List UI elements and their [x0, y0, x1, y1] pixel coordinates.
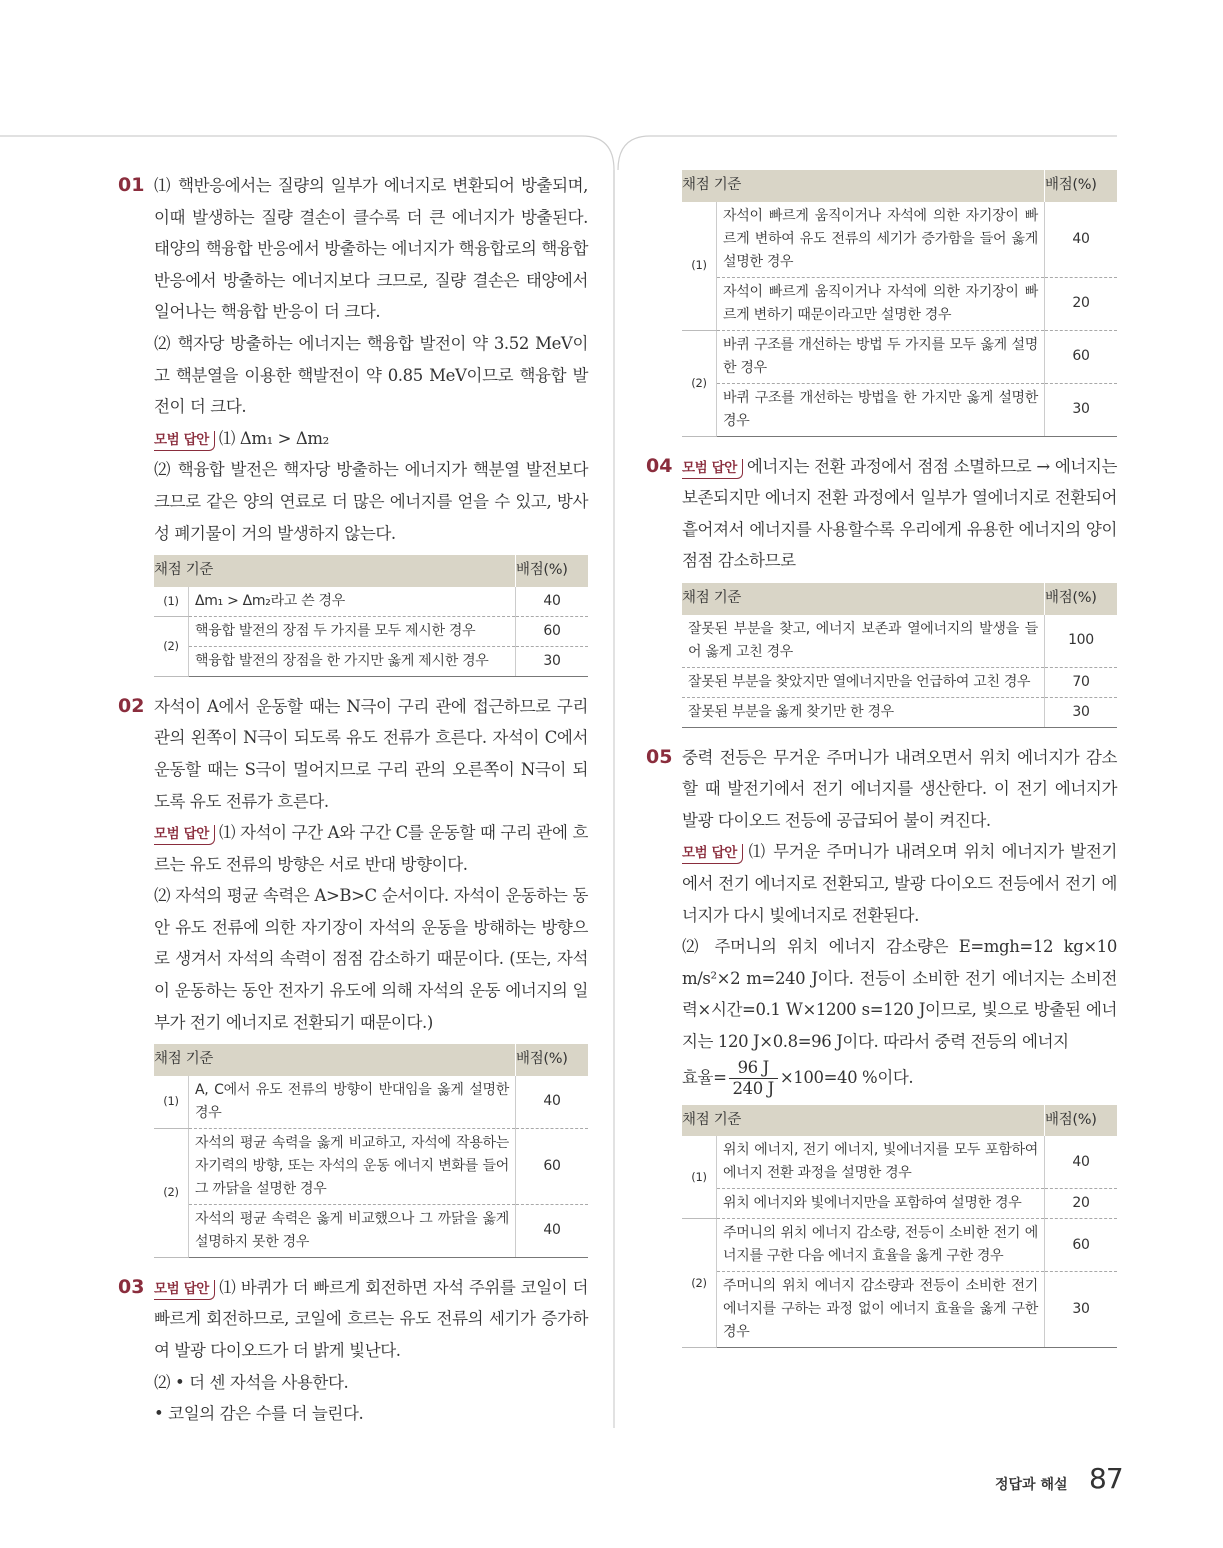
model-answer-1: 모범 답안 ⑴ 무거운 주머니가 내려오며 위치 에너지가 발전기에서 전기 에너지로 전환되고, 발광 다이오드 전등에서 전기 에너지가 다시 빛에너지로 전환된다.: [682, 842, 1117, 925]
table-row: (1) Δm₁ > Δm₂라고 쓴 경우 40: [154, 587, 588, 617]
model-answer-3: • 코일의 감은 수를 더 늘린다.: [154, 1404, 364, 1424]
explanation-1: ⑴ 핵반응에서는 질량의 일부가 에너지로 변환되어 방출되며, 이때 발생하는 질량 결손이 클수록 더 큰 에너지가 방출된다. 태양의 핵융합 반응에서 방출하는 에너지가 핵융합로의 핵융합 반응에서 방출하는 에너지보다 크므로, 질량 결손은 태양에서 일어나는 핵융합 반응이 더 크다.: [154, 176, 588, 322]
model-answer-tag: 모범 답안: [682, 459, 743, 479]
model-answer-2: ⑵ • 더 센 자석을 사용한다.: [154, 1372, 349, 1392]
table-header-score: 배점(%): [1045, 1105, 1118, 1137]
model-answer-tag: 모범 답안: [154, 1280, 215, 1300]
question-number: 04: [646, 454, 673, 477]
left-column: [118, 170, 588, 1444]
table-header-criteria: 채점 기준: [154, 555, 516, 587]
table-row: (2) 자석의 평균 속력을 옳게 비교하고, 자석에 작용하는 자기력의 방향, 또는 자석의 운동 에너지 변화를 들어 그 까닭을 설명한 경우 60: [154, 1128, 588, 1204]
table-row: 잘못된 부분을 찾고, 에너지 보존과 열에너지의 발생을 들어 옳게 고친 경우 100: [682, 615, 1117, 668]
table-row: (1) A, C에서 유도 전류의 방향이 반대임을 옳게 설명한 경우 40: [154, 1076, 588, 1129]
footer-label: 정답과 해설: [995, 1477, 1068, 1493]
table-row: 자석이 빠르게 움직이거나 자석에 의한 자기장이 빠르게 변하기 때문이라고만 설명한 경우 20: [682, 277, 1117, 330]
question-number: 05: [646, 745, 673, 768]
model-answer-2: ⑵ 핵융합 발전은 핵자당 방출하는 에너지가 핵분열 발전보다 크므로 같은 양의 연료로 더 많은 에너지를 얻을 수 있고, 방사성 폐기물이 거의 발생하지 않는다.: [154, 460, 588, 543]
question-number: 02: [118, 694, 145, 717]
table-header-criteria: 채점 기준: [154, 1044, 516, 1076]
table-row: 주머니의 위치 에너지 감소량과 전등이 소비한 전기 에너지를 구하는 과정 없이 에너지 효율을 옳게 구한 경우 30: [682, 1272, 1117, 1348]
question-01: [118, 170, 588, 677]
question-03: [118, 1272, 588, 1430]
page-number: 87: [1089, 1462, 1123, 1495]
table-header-criteria: 채점 기준: [682, 1105, 1045, 1137]
table-row: 잘못된 부분을 찾았지만 열에너지만을 언급하여 고친 경우 70: [682, 667, 1117, 697]
model-answer-1: 모범 답안 ⑴ Δm₁ > Δm₂: [154, 423, 588, 455]
explanation-1: 자석이 A에서 운동할 때는 N극이 구리 관에 접근하므로 구리 관의 왼쪽이 N극이 되도록 유도 전류가 흐른다. 자석이 C에서 운동할 때는 S극이 멀어지므로 구리 관의 오른쪽이 N극이 되도록 유도 전류가 흐른다.: [154, 696, 588, 811]
table-row: 바퀴 구조를 개선하는 방법을 한 가지만 옳게 설명한 경우 30: [682, 383, 1117, 436]
question-02: [118, 691, 588, 1258]
table-row: 잘못된 부분을 옳게 찾기만 한 경우 30: [682, 697, 1117, 727]
table-header-score: 배점(%): [1045, 170, 1118, 202]
fraction: $\frac{96 J}{240 J}$: [729, 1058, 778, 1099]
table-row: (2) 주머니의 위치 에너지 감소량, 전등이 소비한 전기 에너지를 구한 다음 에너지 효율을 옳게 구한 경우 60: [682, 1219, 1117, 1272]
table-header-score: 배점(%): [516, 1044, 589, 1076]
table-row: 핵융합 발전의 장점을 한 가지만 옳게 제시한 경우 30: [154, 646, 588, 676]
table-row: 자석의 평균 속력은 옳게 비교했으나 그 까닭을 옳게 설명하지 못한 경우 40: [154, 1204, 588, 1257]
table-row: (2) 바퀴 구조를 개선하는 방법 두 가지를 모두 옳게 설명한 경우 60: [682, 330, 1117, 383]
table-row: (1) 위치 에너지, 전기 에너지, 빛에너지를 모두 포함하여 에너지 전환 과정을 설명한 경우 40: [682, 1136, 1117, 1189]
question-05: [646, 742, 1117, 1349]
explanation-2: ⑵ 핵자당 방출하는 에너지는 핵융합 발전이 약 3.52 MeV이고 핵분열을 이용한 핵발전이 약 0.85 MeV이므로 핵융합 발전이 더 크다.: [154, 333, 588, 417]
scoring-table: [682, 170, 1117, 437]
table-row: (2) 핵융합 발전의 장점 두 가지를 모두 제시한 경우 60: [154, 616, 588, 646]
model-answer-tag: 모범 답안: [682, 844, 743, 864]
question-number: 01: [118, 174, 145, 196]
explanation-1: 중력 전등은 무거운 주머니가 내려오면서 위치 에너지가 감소할 때 발전기에서 전기 에너지를 생산한다. 이 전기 에너지가 발광 다이오드 전등에 공급되어 불이 켜진다.: [682, 747, 1117, 830]
scoring-table: [682, 1105, 1117, 1349]
table-header-criteria: 채점 기준: [682, 583, 1045, 615]
model-answer-1: 모범 답안 ⑴ 자석이 구간 A와 구간 C를 운동할 때 구리 관에 흐르는 유도 전류의 방향은 서로 반대 방향이다.: [154, 823, 588, 874]
right-column: [646, 170, 1117, 1362]
table-header-score: 배점(%): [516, 555, 589, 587]
table-header-score: 배점(%): [1045, 583, 1118, 615]
question-number: 03: [118, 1275, 145, 1298]
table-row: 위치 에너지와 빛에너지만을 포함하여 설명한 경우 20: [682, 1189, 1117, 1219]
model-answer-1: 모범 답안 에너지는 전환 과정에서 점점 소멸하므로 → 에너지는 보존되지만 에너지 전환 과정에서 일부가 열에너지로 전환되어 흩어져서 에너지를 사용할수록 우리에게 유용한 에너지의 양이 점점 감소하므로: [682, 456, 1117, 571]
scoring-table: [154, 1044, 588, 1258]
model-answer-1: 모범 답안 ⑴ 바퀴가 더 빠르게 회전하면 자석 주위를 코일이 더 빠르게 회전하므로, 코일에 흐르는 유도 전류의 세기가 증가하여 발광 다이오드가 더 밝게 빛난다.: [154, 1277, 588, 1361]
question-03-table: [646, 170, 1117, 437]
scoring-table: [682, 583, 1117, 728]
efficiency-formula: 효율= $\frac{96 J}{240 J}$ ×100=40 %이다.: [682, 1057, 914, 1098]
scoring-table: [154, 555, 588, 677]
question-04: [646, 451, 1117, 728]
model-answer-2: ⑵ 주머니의 위치 에너지 감소량은 E=mgh=12 kg×10 m/s²×2 m=240 J이다. 전등이 소비한 전기 에너지는 소비전력×시간=0.1 W×1200 s=120 J이므로, 빛으로 방출된 에너지는 120 J×0.8=96 J이다. 따라서 중력 전등의 에너지: [682, 937, 1117, 1051]
page-footer: [995, 1464, 1125, 1498]
model-answer-tag: 모범 답안: [154, 431, 215, 451]
table-header-criteria: 채점 기준: [682, 170, 1045, 202]
model-answer-2: ⑵ 자석의 평균 속력은 A>B>C 순서이다. 자석이 운동하는 동안 유도 전류에 의한 자기장이 자석의 운동을 방해하는 방향으로 생겨서 자석의 속력이 점점 감소하기 때문이다. (또는, 자석이 운동하는 동안 전자기 유도에 의해 자석의 운동 에너지의 일부가 전기 에너지로 전환되기 때문이다.): [154, 886, 588, 1032]
model-answer-tag: 모범 답안: [154, 825, 215, 845]
table-row: (1) 자석이 빠르게 움직이거나 자석에 의한 자기장이 빠르게 변하여 유도 전류의 세기가 증가함을 들어 옳게 설명한 경우 40: [682, 202, 1117, 278]
